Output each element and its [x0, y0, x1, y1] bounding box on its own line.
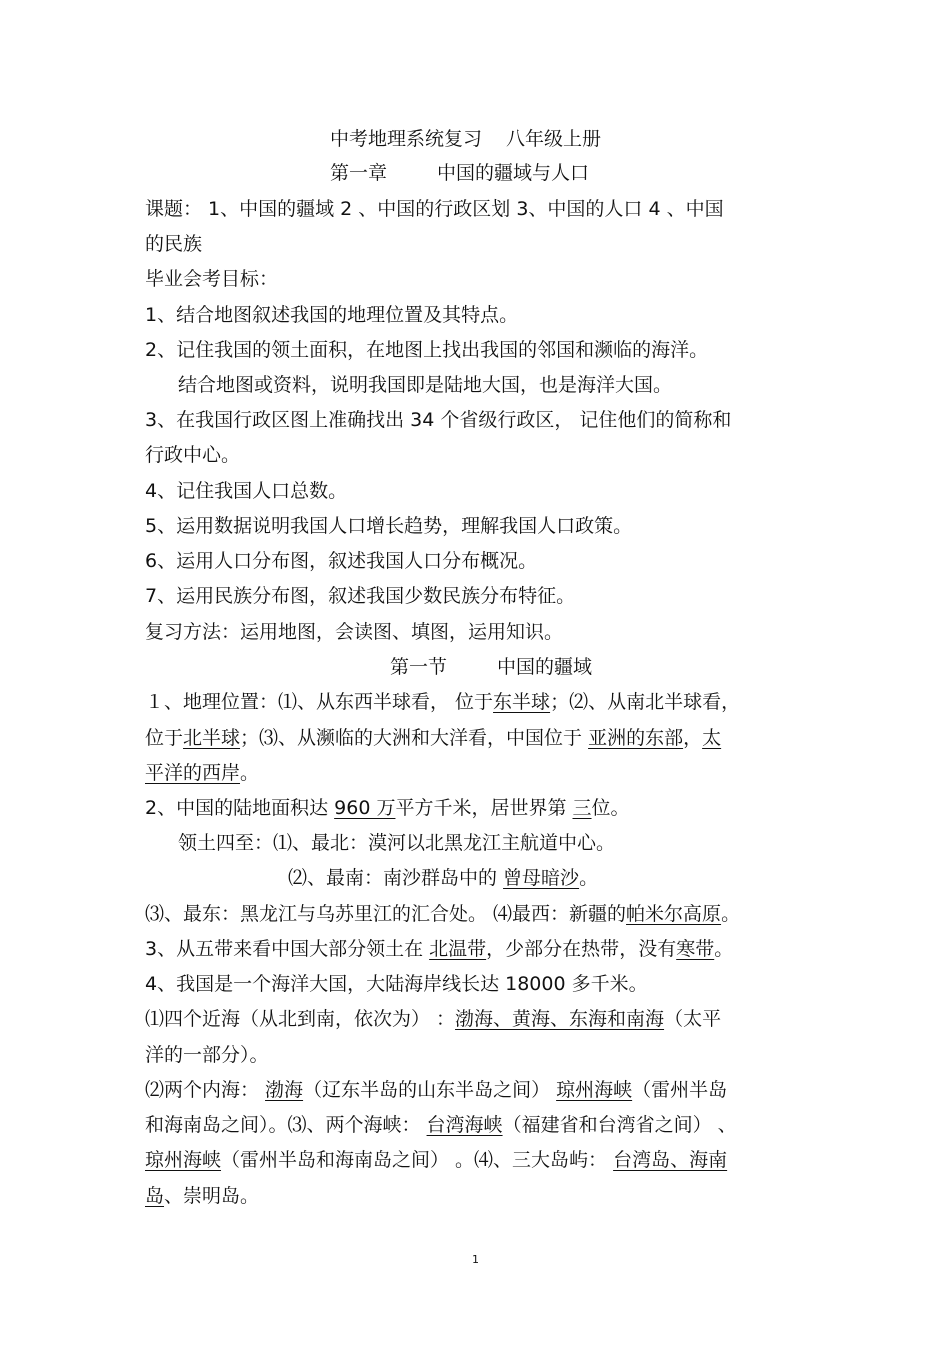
answer-underlined: 东半球	[493, 691, 551, 713]
answer-underlined: 渤海	[265, 1079, 304, 1101]
text: 。	[579, 867, 599, 889]
answer-underlined: 曾母暗沙	[503, 867, 580, 889]
goal-2-continued: 结合地图或资料，说明我国即是陆地大国，也是海洋大国。	[178, 374, 673, 396]
answer-underlined: 帕米尔高原	[626, 903, 722, 925]
answer-underlined: 岛	[145, 1185, 165, 1207]
paragraph-4-line-6	[145, 1147, 727, 1173]
goal-5: 5、运用数据说明我国人口增长趋势，理解我国人口政策。	[145, 515, 633, 537]
text: 和海南岛之间）。⑶、两个海峡：	[145, 1114, 427, 1136]
text: 2、中国的陆地面积达	[145, 797, 335, 819]
review-method: 复习方法：运用地图，会读图、填图，运用知识。	[145, 621, 564, 643]
section-number: 第一节	[390, 656, 448, 678]
topics-line-1: 课题： 1、中国的疆域 2 、中国的行政区划 3、中国的人口 4 、中国	[145, 198, 724, 220]
text: ，少部分在	[486, 938, 582, 960]
chapter-number: 第一章	[330, 162, 388, 184]
chapter-name: 中国的疆域与人口	[437, 162, 590, 184]
text: ，没有	[619, 938, 677, 960]
answer-underlined: 渤海、黄海、东海和南海	[455, 1008, 665, 1030]
goals-heading: 毕业会考目标：	[145, 268, 279, 290]
text: （太平	[664, 1008, 722, 1030]
text: 、崇明岛。	[164, 1185, 260, 1207]
paragraph-4-line-4	[145, 1077, 727, 1103]
paragraph-4-line-5	[145, 1112, 737, 1138]
paragraph-4-line-7	[145, 1183, 259, 1209]
page-title	[330, 126, 601, 152]
answer-underlined: 寒带	[676, 938, 715, 960]
goal-3-continued: 行政中心。	[145, 444, 241, 466]
answer-underlined: 琼州海峡	[145, 1149, 222, 1171]
answer-underlined: 台湾岛、海南	[613, 1149, 728, 1171]
page-number: 1	[472, 1253, 479, 1266]
paragraph-2-line-1	[145, 795, 630, 821]
paragraph-1-line-2	[145, 725, 721, 751]
paragraph-2-line-2: 领土四至：⑴、最北：漠河以北黑龙江主航道中心。	[178, 832, 616, 854]
answer-underlined: 平洋的西岸	[145, 762, 241, 784]
text: 。	[240, 762, 260, 784]
text: 。	[721, 903, 741, 925]
text: 平方千米，居世界第	[395, 797, 573, 819]
answer-underlined: 琼州海峡	[556, 1079, 633, 1101]
text: ；⑵、从南北半球看，	[550, 691, 741, 713]
text: 位于	[145, 727, 184, 749]
paragraph-1-line-3	[145, 760, 259, 786]
text: ；⑶、从濒临的大洲和大洋看，中国位于	[240, 727, 589, 749]
answer-underlined: 北半球	[183, 727, 241, 749]
text: 位。	[591, 797, 630, 819]
paragraph-2-line-4	[145, 901, 740, 927]
answer-underlined: 960 万	[334, 797, 396, 819]
text: 。	[714, 938, 734, 960]
paragraph-4-line-1: 4、我国是一个海洋大国，大陆海岸线长达 18000 多千米。	[145, 973, 648, 995]
title-part: 八年级上册	[506, 128, 602, 150]
section-title	[390, 654, 592, 680]
text: 热带	[581, 938, 620, 960]
paragraph-2-line-3	[288, 865, 598, 891]
chapter-title	[330, 160, 589, 186]
text: ⑴四个近海（从北到南，依次为） ：	[145, 1008, 456, 1030]
goal-3: 3、在我国行政区图上准确找出 34 个省级行政区， 记住他们的简称和	[145, 409, 732, 431]
text: ⑶、最东：黑龙江与乌苏里江的汇合处。 ⑷最西：新疆的	[145, 903, 627, 925]
text: （辽东半岛的山东半岛之间）	[303, 1079, 557, 1101]
answer-underlined: 亚洲的东部	[588, 727, 684, 749]
section-name: 中国的疆域	[497, 656, 593, 678]
paragraph-3	[145, 936, 733, 962]
paragraph-4-line-2	[145, 1006, 721, 1032]
answer-underlined: 台湾海峡	[426, 1114, 503, 1136]
text: （福建省和台湾省之间） 、	[502, 1114, 737, 1136]
text: （雷州半岛和海南岛之间） 。⑷、三大岛屿：	[221, 1149, 614, 1171]
answer-underlined: 太	[702, 727, 722, 749]
topics-line-2: 的民族	[145, 233, 203, 255]
answer-underlined: 北温带	[429, 938, 487, 960]
goal-6: 6、运用人口分布图，叙述我国人口分布概况。	[145, 550, 538, 572]
text: １、地理位置：⑴、从东西半球看， 位于	[145, 691, 494, 713]
goal-1: 1、结合地图叙述我国的地理位置及其特点。	[145, 304, 519, 326]
paragraph-4-line-3: 洋的一部分）。	[145, 1044, 269, 1066]
paragraph-1-line-1	[145, 689, 740, 715]
answer-underlined: 三	[572, 797, 592, 819]
text: 3、从五带来看中国大部分领土在	[145, 938, 430, 960]
text: ⑵两个内海：	[145, 1079, 266, 1101]
text: ⑵、最南：南沙群岛中的	[288, 867, 504, 889]
text: ，	[683, 727, 703, 749]
goal-7: 7、运用民族分布图，叙述我国少数民族分布特征。	[145, 585, 576, 607]
text: （雷州半岛	[632, 1079, 728, 1101]
title-part: 中考地理系统复习	[330, 128, 483, 150]
goal-2: 2、记住我国的领土面积，在地图上找出我国的邻国和濒临的海洋。	[145, 339, 709, 361]
goal-4: 4、记住我国人口总数。	[145, 480, 348, 502]
